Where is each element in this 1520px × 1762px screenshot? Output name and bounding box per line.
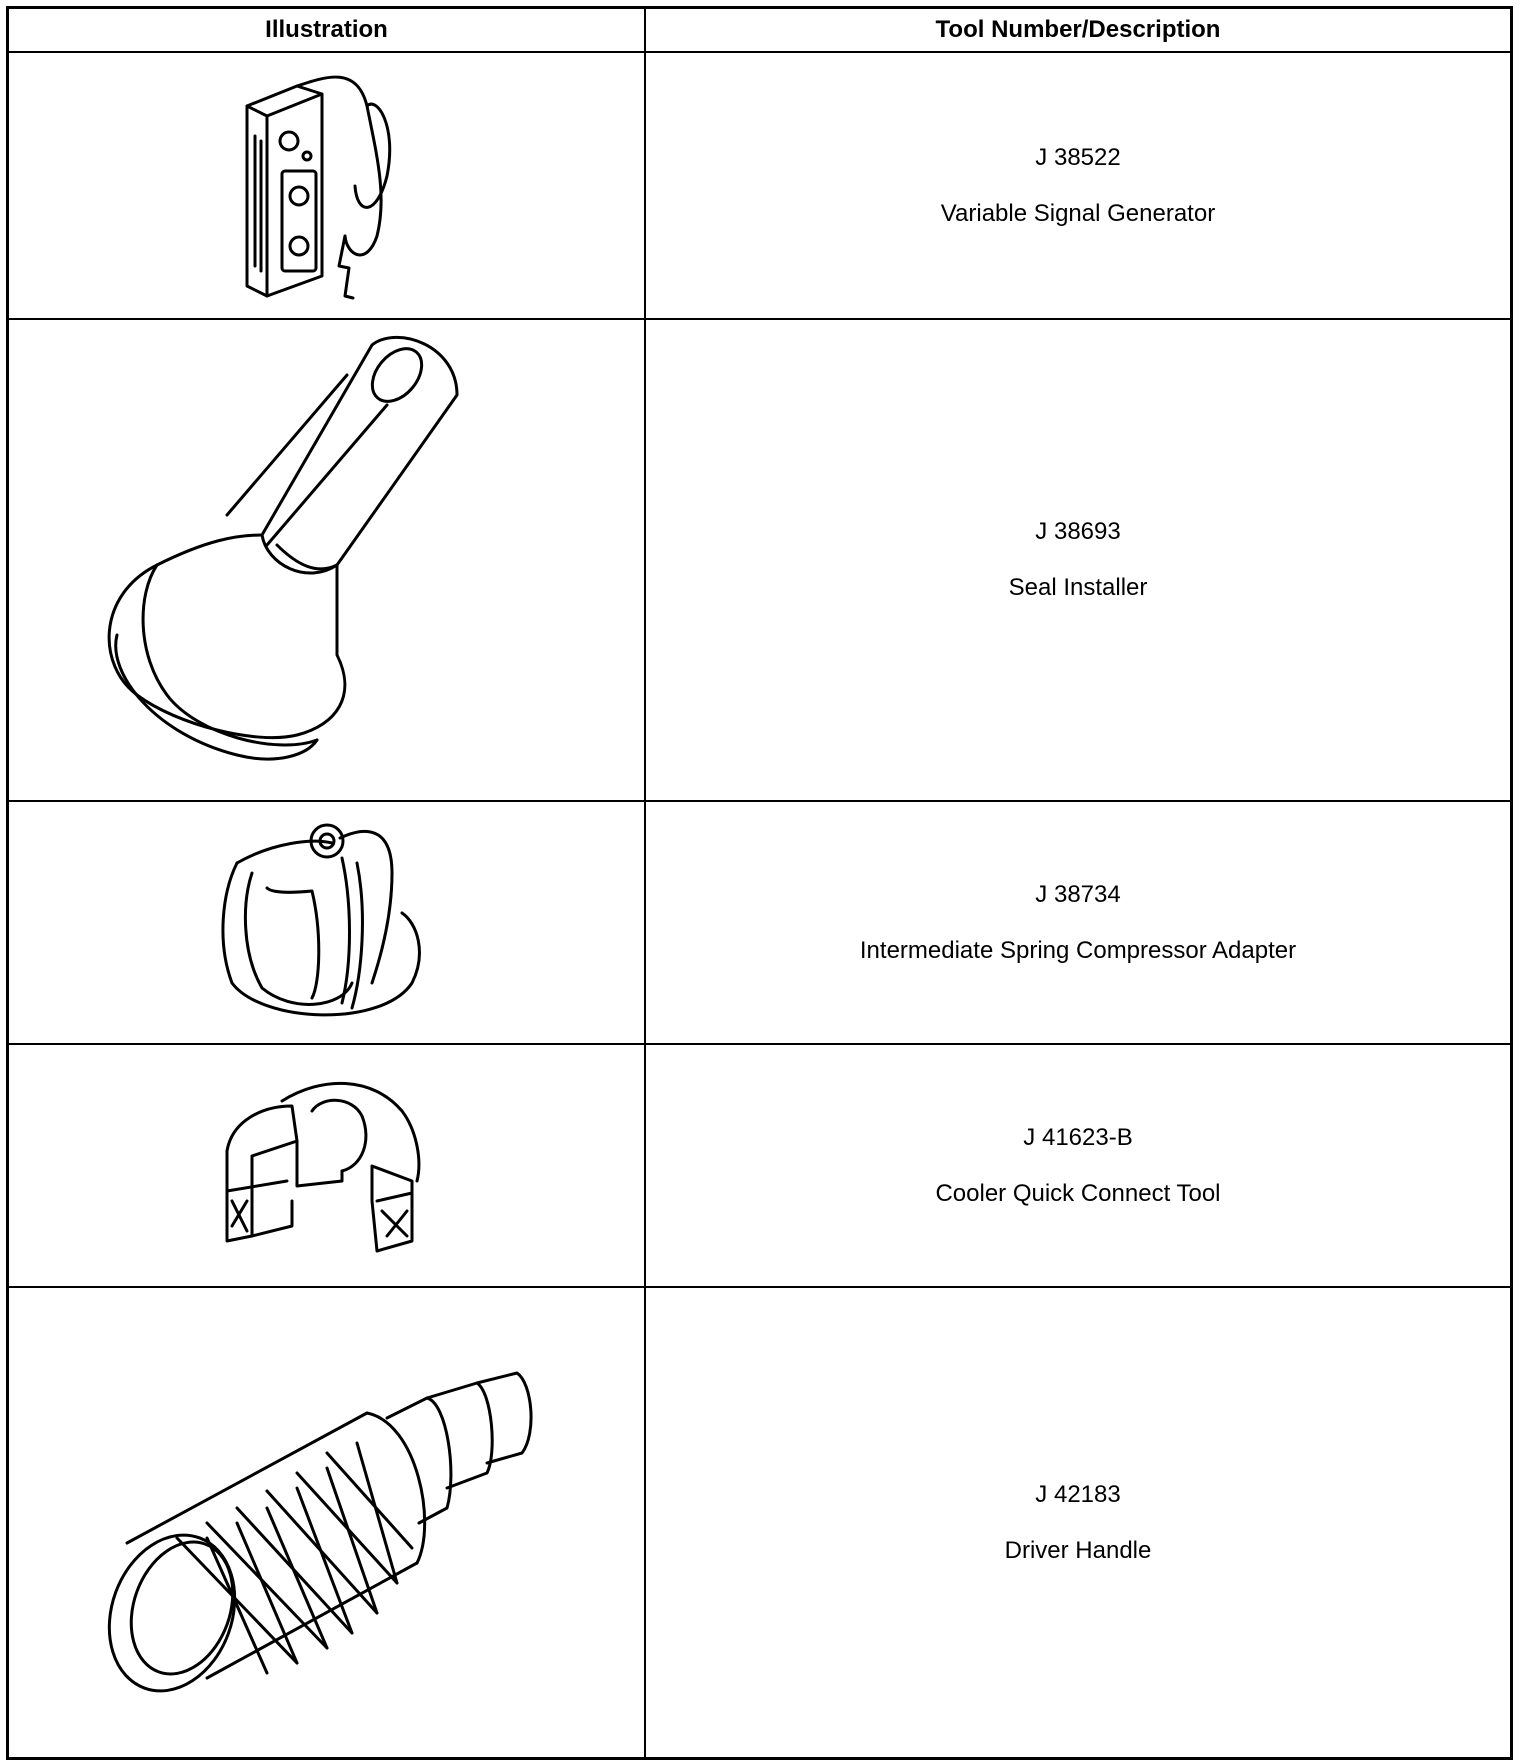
table-row xyxy=(9,1045,1510,1288)
table-row xyxy=(9,1288,1510,1757)
tool-table xyxy=(6,6,1513,1760)
description-cell xyxy=(646,320,1510,800)
description-cell xyxy=(646,802,1510,1043)
tool-number: J 38522 xyxy=(1035,143,1121,171)
description-cell xyxy=(646,1045,1510,1286)
driver-handle-illustration xyxy=(97,1323,557,1723)
description-header-label: Tool Number/Description xyxy=(935,16,1221,43)
illustration-header xyxy=(9,9,646,51)
description-cell xyxy=(646,1288,1510,1757)
tool-number: J 41623-B xyxy=(1023,1123,1133,1151)
description-cell xyxy=(646,53,1510,318)
table-row xyxy=(9,53,1510,320)
illustration-cell xyxy=(9,1045,646,1286)
spring-compressor-adapter-illustration xyxy=(212,813,442,1033)
seal-installer-illustration xyxy=(97,335,557,785)
table-row xyxy=(9,802,1510,1045)
quick-connect-tool-illustration xyxy=(212,1071,442,1261)
illustration-cell xyxy=(9,1288,646,1757)
table-row xyxy=(9,320,1510,802)
signal-generator-illustration xyxy=(227,66,427,306)
tool-number: J 38734 xyxy=(1035,880,1121,908)
tool-description: Driver Handle xyxy=(1004,1536,1152,1564)
illustration-cell xyxy=(9,320,646,800)
table-header-row xyxy=(9,9,1510,53)
tool-description: Cooler Quick Connect Tool xyxy=(935,1179,1221,1207)
illustration-cell xyxy=(9,53,646,318)
tool-description: Seal Installer xyxy=(1008,574,1148,601)
tool-number: J 38693 xyxy=(1035,518,1121,545)
illustration-cell xyxy=(9,802,646,1043)
tool-description: Intermediate Spring Compressor Adapter xyxy=(859,936,1297,964)
tool-number: J 42183 xyxy=(1035,1480,1121,1508)
tool-description: Variable Signal Generator xyxy=(940,199,1216,227)
description-header xyxy=(646,9,1510,51)
illustration-header-label: Illustration xyxy=(265,16,388,43)
